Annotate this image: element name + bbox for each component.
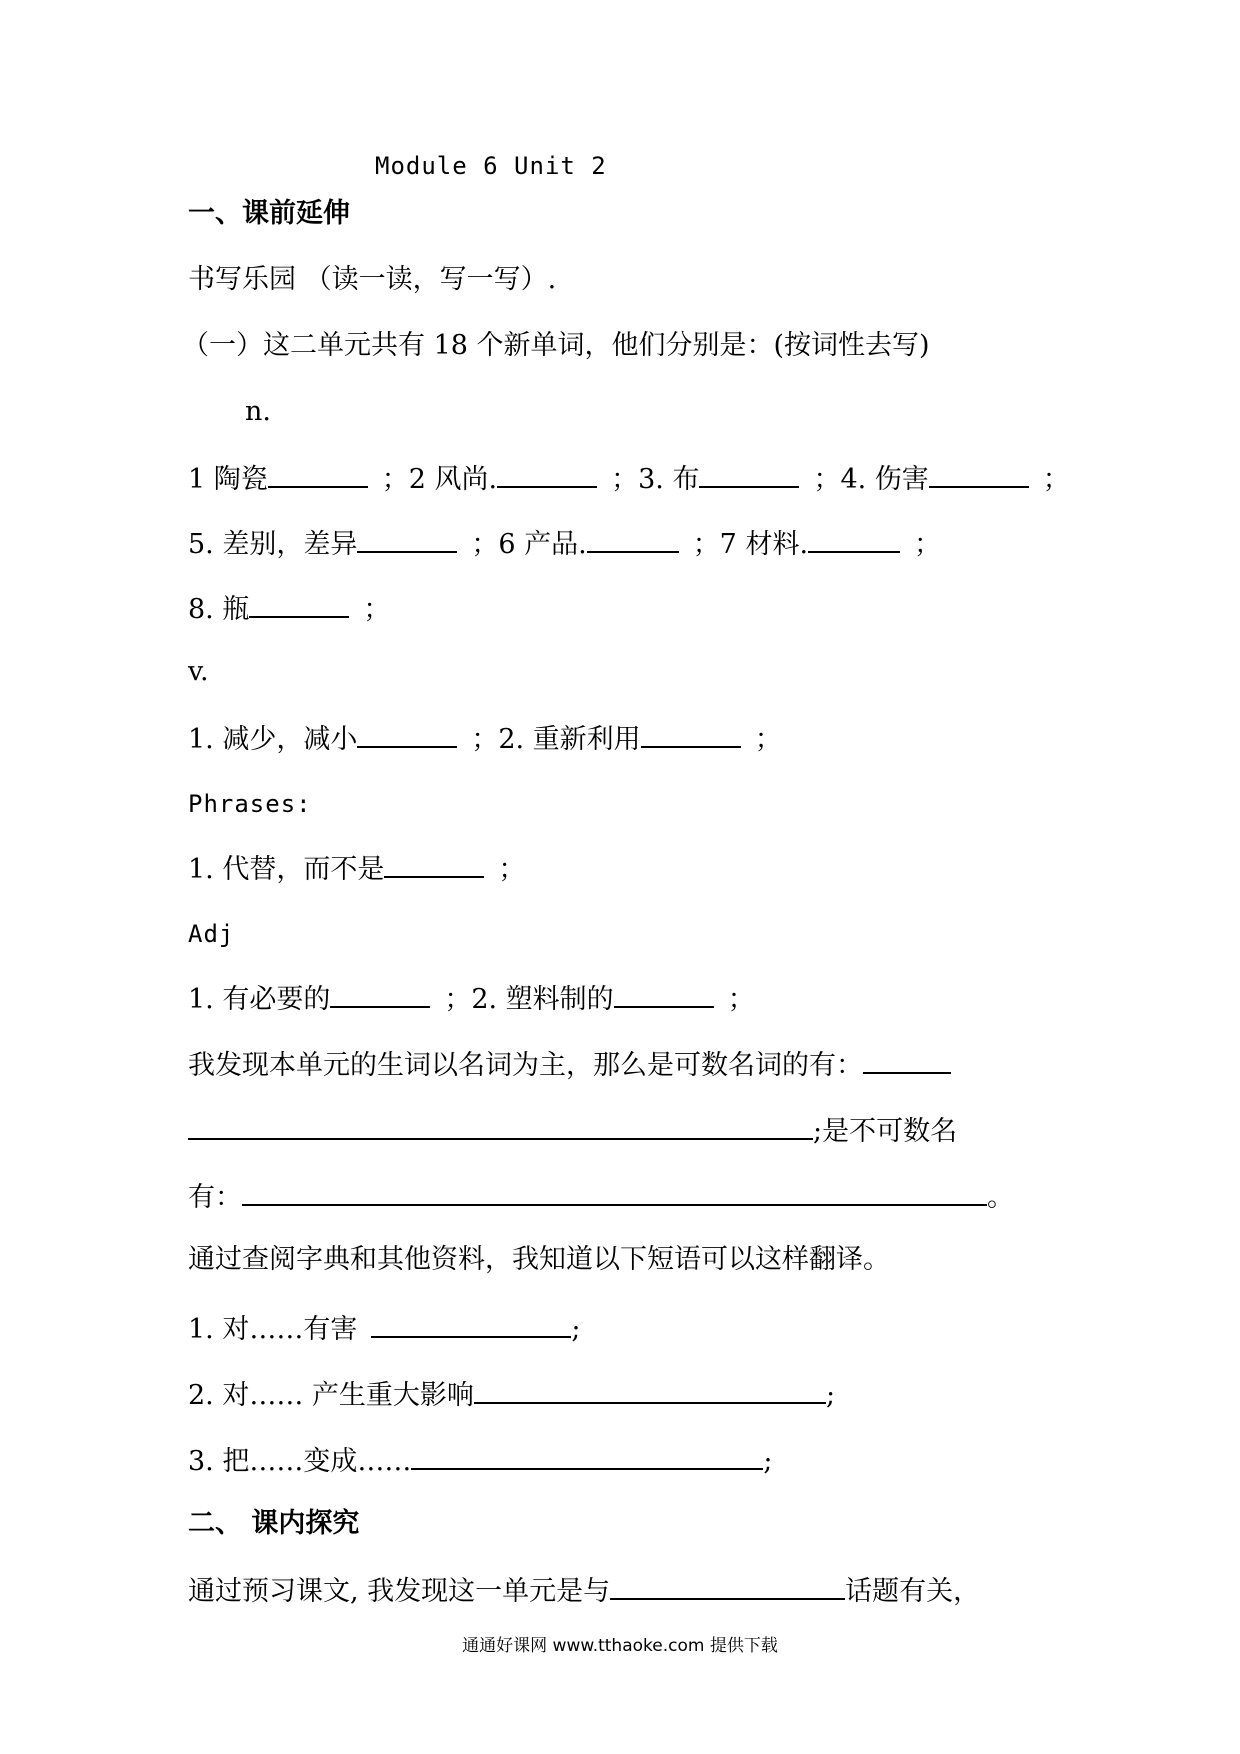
section-heading-2: 二、 课内探究	[188, 1508, 360, 1539]
noun-4-label: ；4. 伤害	[813, 464, 929, 495]
noun-8-blank[interactable]	[249, 588, 349, 618]
noun-2-blank[interactable]	[497, 458, 597, 488]
topic-text-after: 话题有关，	[845, 1576, 981, 1607]
uncountable-prefix: 有：	[188, 1182, 242, 1213]
nouns-row-2	[188, 523, 941, 563]
topic-text-before: 通过预习课文, 我发现这一单元是与	[188, 1576, 611, 1607]
adj-1-blank[interactable]	[330, 978, 430, 1008]
noun-8-label: 8. 瓶	[188, 594, 250, 625]
verbs-row	[188, 718, 782, 758]
translation-3-label: 3. 把……变成……	[188, 1446, 412, 1477]
countable-blank-1[interactable]	[863, 1044, 951, 1074]
nouns-row-3	[188, 588, 390, 628]
uncountable-row	[188, 1176, 1014, 1216]
phrase-1-blank[interactable]	[384, 848, 484, 878]
phrases-label: Phrases:	[188, 790, 312, 818]
adj-2-end: ；	[727, 984, 755, 1015]
noun-3-blank[interactable]	[699, 458, 799, 488]
dictionary-text: 通过查阅字典和其他资料，我知道以下短语可以这样翻译。	[188, 1244, 890, 1275]
translation-3-end: ;	[763, 1446, 773, 1477]
verb-2-end: ；	[754, 724, 782, 755]
countable-row-2	[188, 1110, 957, 1150]
verb-2-blank[interactable]	[641, 718, 741, 748]
verb-1-blank[interactable]	[357, 718, 457, 748]
noun-6-label: ；6 产品.	[471, 529, 587, 560]
section-heading-1: 一、课前延伸	[188, 198, 350, 229]
uncountable-end: 。	[987, 1182, 1014, 1213]
phrase-1-label: 1. 代替，而不是	[188, 854, 385, 885]
translation-2-blank[interactable]	[474, 1374, 826, 1404]
noun-7-blank[interactable]	[808, 523, 900, 553]
noun-2-label: ；2 风尚.	[381, 464, 498, 495]
noun-7-label: ；7 材料.	[692, 529, 809, 560]
phrases-row	[188, 848, 525, 888]
noun-7-end: ；	[914, 529, 942, 560]
noun-6-blank[interactable]	[587, 523, 679, 553]
adjectives-row	[188, 978, 755, 1018]
noun-1-label: 1 陶瓷	[188, 464, 268, 495]
nouns-row-1	[188, 458, 1070, 498]
translation-1-end: ;	[571, 1314, 581, 1345]
adjectives-label: Adj	[188, 920, 235, 948]
countable-blank-2[interactable]	[188, 1110, 813, 1140]
adj-1-label: 1. 有必要的	[188, 984, 331, 1015]
verbs-label: v.	[188, 656, 209, 687]
noun-4-blank[interactable]	[929, 458, 1029, 488]
subsection-heading: （一）这二单元共有 18 个新单词，他们分别是：(按词性去写)	[182, 330, 930, 361]
page-title: Module 6 Unit 2	[375, 152, 607, 180]
adj-2-label: ；2. 塑料制的	[444, 984, 614, 1015]
phrase-1-end: ；	[498, 854, 526, 885]
translation-2-label: 2. 对…… 产生重大影响	[188, 1380, 474, 1411]
topic-row	[188, 1570, 980, 1610]
translation-row-2	[188, 1374, 835, 1414]
intro-text: 书写乐园 （读一读，写一写）.	[188, 264, 557, 295]
topic-blank[interactable]	[610, 1570, 845, 1600]
verb-2-label: ；2. 重新利用	[471, 724, 641, 755]
countable-text: 我发现本单元的生词以名词为主，那么是可数名词的有：	[188, 1050, 863, 1081]
noun-8-end: ；	[363, 594, 391, 625]
noun-1-blank[interactable]	[268, 458, 368, 488]
adj-2-blank[interactable]	[614, 978, 714, 1008]
translation-1-label: 1. 对……有害	[188, 1314, 358, 1345]
translation-row-1	[188, 1308, 580, 1348]
translation-1-blank[interactable]	[371, 1308, 571, 1338]
noun-5-label: 5. 差别，差异	[188, 529, 358, 560]
noun-5-blank[interactable]	[357, 523, 457, 553]
translation-2-end: ;	[825, 1380, 836, 1411]
nouns-label: n.	[245, 396, 271, 427]
translation-row-3	[188, 1440, 772, 1480]
uncountable-blank[interactable]	[242, 1176, 987, 1206]
uncountable-text: ;是不可数名	[813, 1116, 958, 1147]
verb-1-label: 1. 减少，减小	[188, 724, 358, 755]
translation-3-blank[interactable]	[411, 1440, 763, 1470]
countable-row	[188, 1044, 951, 1084]
noun-3-label: ；3. 布	[611, 464, 700, 495]
noun-4-end: ；	[1042, 464, 1070, 495]
page-footer: 通通好课网 www.tthaoke.com 提供下载	[462, 1636, 778, 1656]
